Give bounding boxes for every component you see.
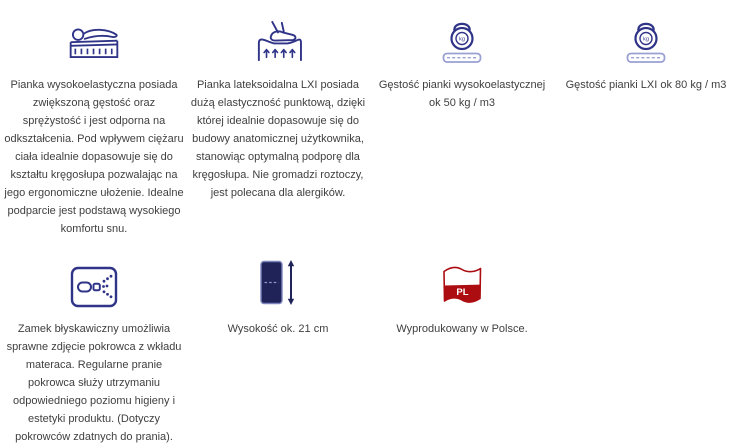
feature-description: Gęstość pianki wysokoelastycznej ok 50 kg / m3: [378, 79, 546, 109]
feature-description: Wysokość ok. 21 cm: [227, 323, 329, 335]
feature-description: Wyprodukowany w Polsce.: [396, 323, 528, 335]
feature-description: Zamek błyskawiczny umożliwia sprawne zdjęcie pokrowca z wkładu materaca. Regularne pranie pokrowca służy utrzymaniu odpowiedniego poziomu higieny i estetyki produktu. (Dotyczy pokrowców zdatnych do prania).: [6, 323, 182, 443]
feature-zipper-cover: [2, 252, 186, 446]
kettlebell-icon: [438, 17, 486, 64]
zipper-icon: [70, 266, 118, 308]
kg-icon-label: kg: [459, 36, 465, 43]
feature-description: Pianka lateksoidalna LXI posiada dużą elastyczność punktową, dzięki której idealnie dopasowuje się do budowy anatomicznej użytkownika, stanowiąc optymalną podporę dla kręgosłupa. Nie gromadzi roztoczy, jest polecana dla alergików.: [190, 79, 366, 199]
pl-icon-label: PL: [456, 287, 469, 298]
poland-flag-icon: [439, 262, 485, 308]
features-row-2: [2, 252, 738, 446]
features-row-1: [2, 8, 738, 238]
feature-description: Gęstość pianki LXI ok 80 kg / m3: [565, 79, 727, 91]
feature-density-hr: [370, 8, 554, 238]
kettlebell-icon: [622, 17, 670, 64]
kg-icon-label: kg: [643, 36, 649, 43]
feature-lxi-foam: [186, 8, 370, 238]
feature-high-resilience-foam: [2, 8, 186, 238]
sleeper-icon: [66, 24, 122, 64]
feature-density-lxi: [554, 8, 738, 238]
point-elasticity-icon: [249, 20, 307, 64]
feature-height: [186, 252, 370, 446]
feature-description: Pianka wysokoelastyczna posiada zwiększoną gęstość oraz sprężystość i jest odporna na odkształcenia. Pod wpływem ciężaru ciała idealnie dopasowuje się do kształtu kręgosłupa pozwalając na jego ergonomiczne ułożenie. Idealne podparcie jest podstawą wysokiego komfortu snu.: [4, 79, 184, 235]
feature-made-in-poland: [370, 252, 554, 446]
height-measure-icon: [257, 258, 299, 308]
empty-cell: [554, 252, 738, 446]
